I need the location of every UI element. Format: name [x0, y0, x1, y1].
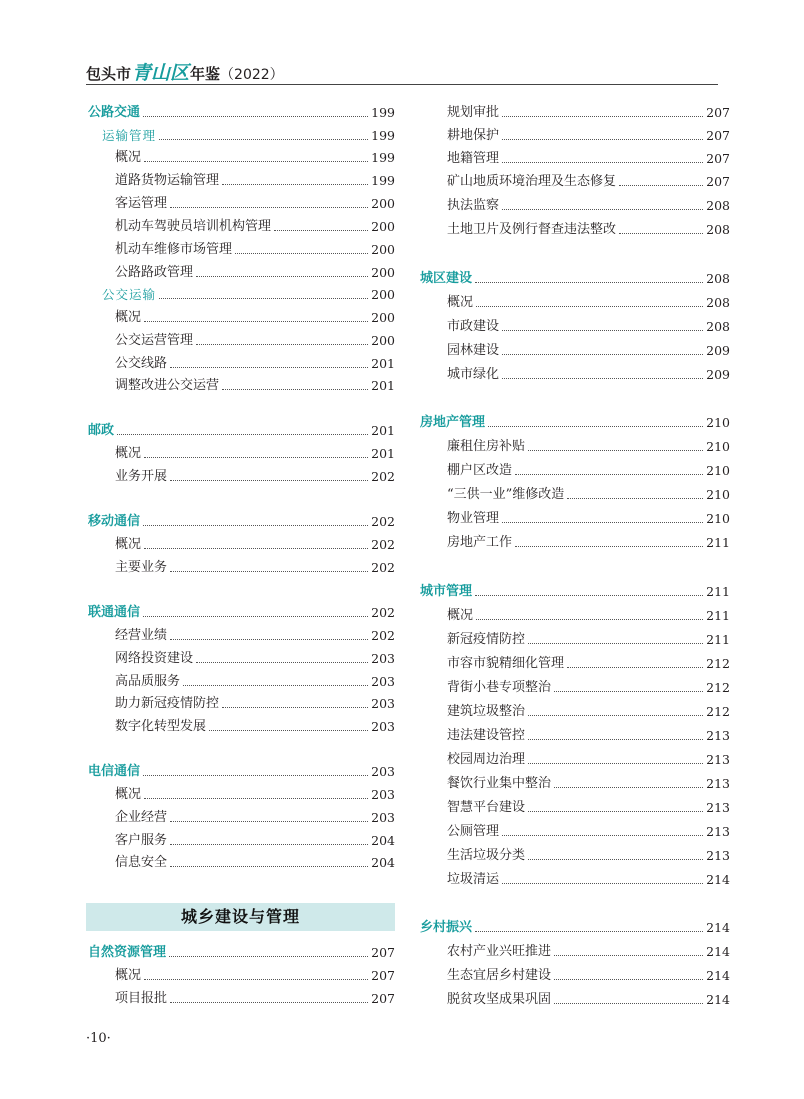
toc-entry-title: 脱贫攻坚成果巩固 [447, 992, 552, 1007]
toc-entry-page: 214 [706, 872, 730, 887]
toc-item-entry[interactable] [115, 212, 395, 234]
header-yearbook: 年鉴 [190, 65, 221, 83]
toc-entry-title: 市容市貌精细化管理 [447, 656, 565, 671]
toc-entry-title: 市政建设 [447, 319, 500, 334]
toc-section-entry[interactable] [88, 598, 395, 620]
toc-entry-title: 概况 [115, 446, 142, 461]
dot-leader [528, 450, 703, 451]
dot-leader [170, 571, 368, 572]
toc-item-entry[interactable] [447, 697, 730, 719]
toc-entry-page: 203 [371, 651, 395, 666]
dot-leader [274, 230, 368, 231]
toc-item-entry[interactable] [447, 191, 730, 213]
toc-item-entry[interactable] [115, 621, 395, 643]
toc-section-entry[interactable] [88, 416, 395, 438]
dot-leader [170, 367, 368, 368]
dot-leader [502, 209, 703, 210]
toc-item-entry[interactable] [447, 144, 730, 166]
toc-item-entry[interactable] [115, 689, 395, 711]
toc-entry-page: 201 [371, 446, 395, 461]
dot-leader [170, 844, 368, 845]
toc-item-entry[interactable] [447, 649, 730, 671]
dot-leader [554, 691, 703, 692]
dot-leader [159, 298, 368, 299]
toc-item-entry[interactable] [115, 780, 395, 802]
dot-leader [502, 883, 703, 884]
toc-entry-title: 概况 [447, 295, 474, 310]
dot-leader [144, 979, 368, 980]
toc-entry-title: 垃圾清运 [447, 872, 500, 887]
toc-subsection-entry[interactable] [102, 121, 395, 143]
toc-entry-page: 213 [706, 752, 730, 767]
category-banner-title: 城乡建设与管理 [180, 907, 300, 926]
toc-section-entry[interactable] [420, 408, 730, 430]
dot-leader [502, 354, 703, 355]
toc-entry-title: 客户服务 [115, 833, 168, 848]
toc-entry-page: 210 [706, 511, 730, 526]
dot-leader [554, 979, 703, 980]
toc-entry-page: 207 [706, 105, 730, 120]
toc-entry-page: 210 [706, 463, 730, 478]
dot-leader [144, 161, 368, 162]
toc-entry-title: 信息安全 [115, 855, 168, 870]
dot-leader [170, 480, 368, 481]
toc-entry-title: 房地产工作 [447, 535, 513, 550]
toc-item-entry[interactable] [115, 553, 395, 575]
toc-entry-page: 203 [371, 719, 395, 734]
dot-leader [528, 859, 703, 860]
toc-entry-page: 203 [371, 810, 395, 825]
dot-leader [554, 787, 703, 788]
toc-entry-title: 城市管理 [420, 584, 473, 599]
dot-leader [143, 525, 368, 526]
toc-entry-page: 207 [371, 945, 395, 960]
dot-leader [235, 253, 368, 254]
toc-entry-title: 机动车驾驶员培训机构管理 [115, 219, 272, 234]
toc-section-entry[interactable] [88, 98, 395, 120]
toc-entry-title: 违法建设管控 [447, 728, 526, 743]
dot-leader [567, 667, 703, 668]
toc-entry-title: 调整改进公交运营 [115, 378, 220, 393]
dot-leader [144, 798, 368, 799]
toc-entry-title: 校园周边治理 [447, 752, 526, 767]
toc-entry-page: 207 [706, 174, 730, 189]
toc-item-entry[interactable] [447, 817, 730, 839]
toc-entry-page: 213 [706, 728, 730, 743]
toc-entry-title: 概况 [115, 150, 142, 165]
toc-entry-title: 业务开展 [115, 469, 168, 484]
toc-entry-title: 城区建设 [420, 271, 473, 286]
toc-entry-title: 棚户区改造 [447, 463, 513, 478]
toc-entry-title: 生态宜居乡村建设 [447, 968, 552, 983]
dot-leader [143, 616, 368, 617]
dot-leader [475, 282, 703, 283]
toc-section-entry[interactable] [420, 264, 730, 286]
dot-leader [209, 730, 368, 731]
toc-section-entry[interactable] [88, 757, 395, 779]
header-year: （2022） [220, 67, 284, 83]
dot-leader [144, 457, 368, 458]
toc-item-entry[interactable] [115, 530, 395, 552]
dot-leader [502, 139, 703, 140]
toc-item-entry[interactable] [115, 961, 395, 983]
toc-entry-page: 204 [371, 833, 395, 848]
toc-item-entry[interactable] [447, 937, 730, 959]
toc-entry-title: 矿山地质环境治理及生态修复 [447, 174, 617, 189]
dot-leader [619, 233, 703, 234]
toc-entry-title: 公路路政管理 [115, 265, 194, 280]
toc-entry-title: 耕地保护 [447, 128, 500, 143]
toc-entry-page: 211 [706, 584, 730, 599]
dot-leader [222, 184, 368, 185]
toc-entry-title: 运输管理 [102, 128, 157, 143]
toc-entry-page: 199 [371, 105, 395, 120]
toc-item-entry[interactable] [115, 439, 395, 461]
dot-leader [502, 378, 703, 379]
toc-section-entry[interactable] [420, 913, 730, 935]
dot-leader [528, 643, 703, 644]
toc-item-entry[interactable] [447, 336, 730, 358]
toc-entry-page: 200 [371, 310, 395, 325]
dot-leader [554, 1003, 703, 1004]
dot-leader [196, 344, 368, 345]
dot-leader [476, 619, 703, 620]
toc-item-entry[interactable] [447, 673, 730, 695]
toc-item-entry[interactable] [115, 644, 395, 666]
dot-leader [170, 639, 368, 640]
toc-entry-page: 210 [706, 415, 730, 430]
toc-entry-page: 203 [371, 764, 395, 779]
toc-entry-page: 201 [371, 378, 395, 393]
toc-item-entry[interactable] [115, 326, 395, 348]
dot-leader [170, 866, 368, 867]
toc-entry-title: 农村产业兴旺推进 [447, 944, 552, 959]
toc-entry-page: 213 [706, 824, 730, 839]
toc-item-entry[interactable] [447, 985, 730, 1007]
dot-leader [475, 931, 703, 932]
toc-entry-page: 203 [371, 787, 395, 802]
toc-section-entry[interactable] [88, 507, 395, 529]
toc-entry-title: 概况 [115, 968, 142, 983]
toc-entry-title: 概况 [115, 310, 142, 325]
dot-leader [475, 595, 703, 596]
toc-entry-title: 规划审批 [447, 105, 500, 120]
toc-entry-page: 200 [371, 265, 395, 280]
toc-item-entry[interactable] [115, 349, 395, 371]
dot-leader [144, 321, 368, 322]
toc-entry-page: 210 [706, 439, 730, 454]
toc-item-entry[interactable] [447, 121, 730, 143]
toc-entry-page: 202 [371, 628, 395, 643]
page-number: ·10· [86, 1031, 111, 1046]
toc-entry-page: 203 [371, 696, 395, 711]
header-city: 包头市 [86, 65, 132, 83]
category-banner [86, 903, 395, 931]
toc-item-entry[interactable] [115, 462, 395, 484]
toc-entry-page: 200 [371, 219, 395, 234]
toc-entry-page: 214 [706, 992, 730, 1007]
toc-entry-title: 公交运输 [102, 287, 157, 302]
toc-item-entry[interactable] [447, 961, 730, 983]
toc-entry-title: 执法监察 [447, 198, 500, 213]
toc-entry-page: 202 [371, 560, 395, 575]
dot-leader [170, 821, 368, 822]
toc-entry-page: 214 [706, 944, 730, 959]
toc-entry-page: 202 [371, 537, 395, 552]
toc-entry-page: 209 [706, 343, 730, 358]
toc-entry-page: 213 [706, 800, 730, 815]
toc-entry-page: 208 [706, 271, 730, 286]
toc-entry-page: 202 [371, 514, 395, 529]
toc-subsection-entry[interactable] [102, 280, 395, 302]
toc-entry-title: 企业经营 [115, 810, 168, 825]
toc-entry-title: 建筑垃圾整治 [447, 704, 526, 719]
dot-leader [196, 276, 368, 277]
toc-entry-title: 物业管理 [447, 511, 500, 526]
toc-item-entry[interactable] [115, 189, 395, 211]
toc-entry-title: 移动通信 [88, 514, 141, 529]
toc-entry-title: 公路交通 [88, 105, 141, 120]
toc-entry-title: 新冠疫情防控 [447, 632, 526, 647]
dot-leader [222, 389, 368, 390]
toc-entry-page: 214 [706, 968, 730, 983]
toc-entry-title: 数字化转型发展 [115, 719, 207, 734]
toc-entry-page: 211 [706, 535, 730, 550]
toc-section-entry[interactable] [420, 577, 730, 599]
toc-item-entry[interactable] [115, 258, 395, 280]
toc-entry-title: 公厕管理 [447, 824, 500, 839]
toc-item-entry[interactable] [447, 312, 730, 334]
toc-entry-page: 200 [371, 333, 395, 348]
toc-entry-page: 200 [371, 242, 395, 257]
toc-entry-page: 208 [706, 295, 730, 310]
dot-leader [502, 116, 703, 117]
toc-entry-title: 公交运营管理 [115, 333, 194, 348]
dot-leader [196, 662, 368, 663]
dot-leader [117, 434, 368, 435]
toc-item-entry[interactable] [447, 98, 730, 120]
dot-leader [170, 207, 368, 208]
dot-leader [159, 139, 368, 140]
toc-item-entry[interactable] [447, 745, 730, 767]
toc-entry-title: 邮政 [88, 423, 115, 438]
toc-entry-title: 土地卫片及例行督查违法整改 [447, 222, 617, 237]
dot-leader [476, 306, 703, 307]
toc-entry-page: 201 [371, 356, 395, 371]
toc-entry-page: 212 [706, 656, 730, 671]
toc-entry-title: 助力新冠疫情防控 [115, 696, 220, 711]
dot-leader [222, 707, 368, 708]
toc-item-entry[interactable] [447, 625, 730, 647]
dot-leader [528, 715, 703, 716]
dot-leader [515, 474, 703, 475]
toc-item-entry[interactable] [447, 215, 730, 237]
toc-entry-title: 智慧平台建设 [447, 800, 526, 815]
toc-item-entry[interactable] [115, 848, 395, 870]
dot-leader [144, 548, 368, 549]
toc-item-entry[interactable] [115, 803, 395, 825]
toc-item-entry[interactable] [115, 667, 395, 689]
toc-entry-title: 经营业绩 [115, 628, 168, 643]
toc-item-entry[interactable] [115, 826, 395, 848]
toc-item-entry[interactable] [447, 480, 730, 502]
toc-entry-page: 208 [706, 198, 730, 213]
toc-entry-page: 203 [371, 674, 395, 689]
toc-entry-page: 199 [371, 173, 395, 188]
dot-leader [488, 426, 703, 427]
toc-entry-title: 廉租住房补贴 [447, 439, 526, 454]
toc-entry-title: 概况 [115, 787, 142, 802]
toc-item-entry[interactable] [447, 601, 730, 623]
dot-leader [515, 546, 703, 547]
toc-entry-page: 201 [371, 423, 395, 438]
toc-entry-page: 202 [371, 605, 395, 620]
toc-entry-title: 电信通信 [88, 764, 141, 779]
toc-item-entry[interactable] [115, 371, 395, 393]
toc-item-entry[interactable] [447, 528, 730, 550]
toc-entry-page: 209 [706, 367, 730, 382]
toc-entry-page: 207 [706, 128, 730, 143]
toc-item-entry[interactable] [447, 721, 730, 743]
dot-leader [528, 811, 703, 812]
toc-entry-page: 212 [706, 704, 730, 719]
toc-entry-title: 乡村振兴 [420, 920, 473, 935]
toc-item-entry[interactable] [115, 235, 395, 257]
toc-entry-title: 背街小巷专项整治 [447, 680, 552, 695]
toc-entry-page: 200 [371, 196, 395, 211]
toc-entry-title: 概况 [447, 608, 474, 623]
dot-leader [183, 685, 368, 686]
toc-item-entry[interactable] [115, 143, 395, 165]
toc-item-entry[interactable] [447, 769, 730, 791]
toc-entry-title: 联通通信 [88, 605, 141, 620]
toc-entry-title: 主要业务 [115, 560, 168, 575]
toc-entry-title: 概况 [115, 537, 142, 552]
running-header [86, 58, 284, 82]
toc-entry-page: 208 [706, 222, 730, 237]
toc-entry-page: 202 [371, 469, 395, 484]
dot-leader [502, 522, 703, 523]
toc-item-entry[interactable] [447, 360, 730, 382]
toc-entry-title: 公交线路 [115, 356, 168, 371]
toc-entry-page: 199 [371, 128, 395, 143]
toc-entry-title: 自然资源管理 [88, 945, 167, 960]
toc-entry-title: 道路货物运输管理 [115, 173, 220, 188]
toc-item-entry[interactable] [115, 303, 395, 325]
toc-item-entry[interactable] [447, 841, 730, 863]
dot-leader [528, 739, 703, 740]
toc-entry-title: 高品质服务 [115, 674, 181, 689]
dot-leader [143, 116, 368, 117]
toc-entry-title: 地籍管理 [447, 151, 500, 166]
toc-item-entry[interactable] [447, 456, 730, 478]
toc-entry-page: 208 [706, 319, 730, 334]
toc-entry-title: 房地产管理 [420, 415, 486, 430]
toc-entry-title: 园林建设 [447, 343, 500, 358]
toc-entry-page: 211 [706, 632, 730, 647]
toc-item-entry[interactable] [447, 504, 730, 526]
dot-leader [528, 763, 703, 764]
dot-leader [143, 775, 368, 776]
toc-entry-page: 212 [706, 680, 730, 695]
toc-entry-page: 204 [371, 855, 395, 870]
toc-entry-page: 199 [371, 150, 395, 165]
dot-leader [567, 498, 703, 499]
toc-item-entry[interactable] [447, 167, 730, 189]
toc-item-entry[interactable] [115, 712, 395, 734]
toc-section-entry[interactable] [88, 938, 395, 960]
toc-entry-page: 211 [706, 608, 730, 623]
toc-entry-title: 项目报批 [115, 991, 168, 1006]
toc-entry-title: 客运管理 [115, 196, 168, 211]
toc-entry-page: 207 [371, 968, 395, 983]
toc-entry-title: 餐饮行业集中整治 [447, 776, 552, 791]
dot-leader [169, 956, 368, 957]
dot-leader [502, 162, 703, 163]
dot-leader [619, 185, 703, 186]
toc-entry-page: 214 [706, 920, 730, 935]
dot-leader [554, 955, 703, 956]
toc-entry-page: 213 [706, 776, 730, 791]
toc-entry-page: 213 [706, 848, 730, 863]
toc-entry-page: 207 [706, 151, 730, 166]
toc-entry-title: “三供一业”维修改造 [447, 487, 565, 502]
toc-item-entry[interactable] [447, 865, 730, 887]
toc-entry-title: 机动车维修市场管理 [115, 242, 233, 257]
toc-entry-page: 210 [706, 487, 730, 502]
dot-leader [502, 330, 703, 331]
toc-item-entry[interactable] [447, 793, 730, 815]
toc-item-entry[interactable] [115, 984, 395, 1006]
toc-item-entry[interactable] [115, 166, 395, 188]
dot-leader [502, 835, 703, 836]
header-rule [86, 84, 718, 85]
toc-entry-page: 207 [371, 991, 395, 1006]
toc-entry-title: 网络投资建设 [115, 651, 194, 666]
toc-entry-page: 200 [371, 287, 395, 302]
toc-item-entry[interactable] [447, 288, 730, 310]
toc-item-entry[interactable] [447, 432, 730, 454]
header-district-logo: 青山区 [132, 62, 190, 84]
toc-entry-title: 生活垃圾分类 [447, 848, 526, 863]
toc-entry-title: 城市绿化 [447, 367, 500, 382]
dot-leader [170, 1002, 368, 1003]
